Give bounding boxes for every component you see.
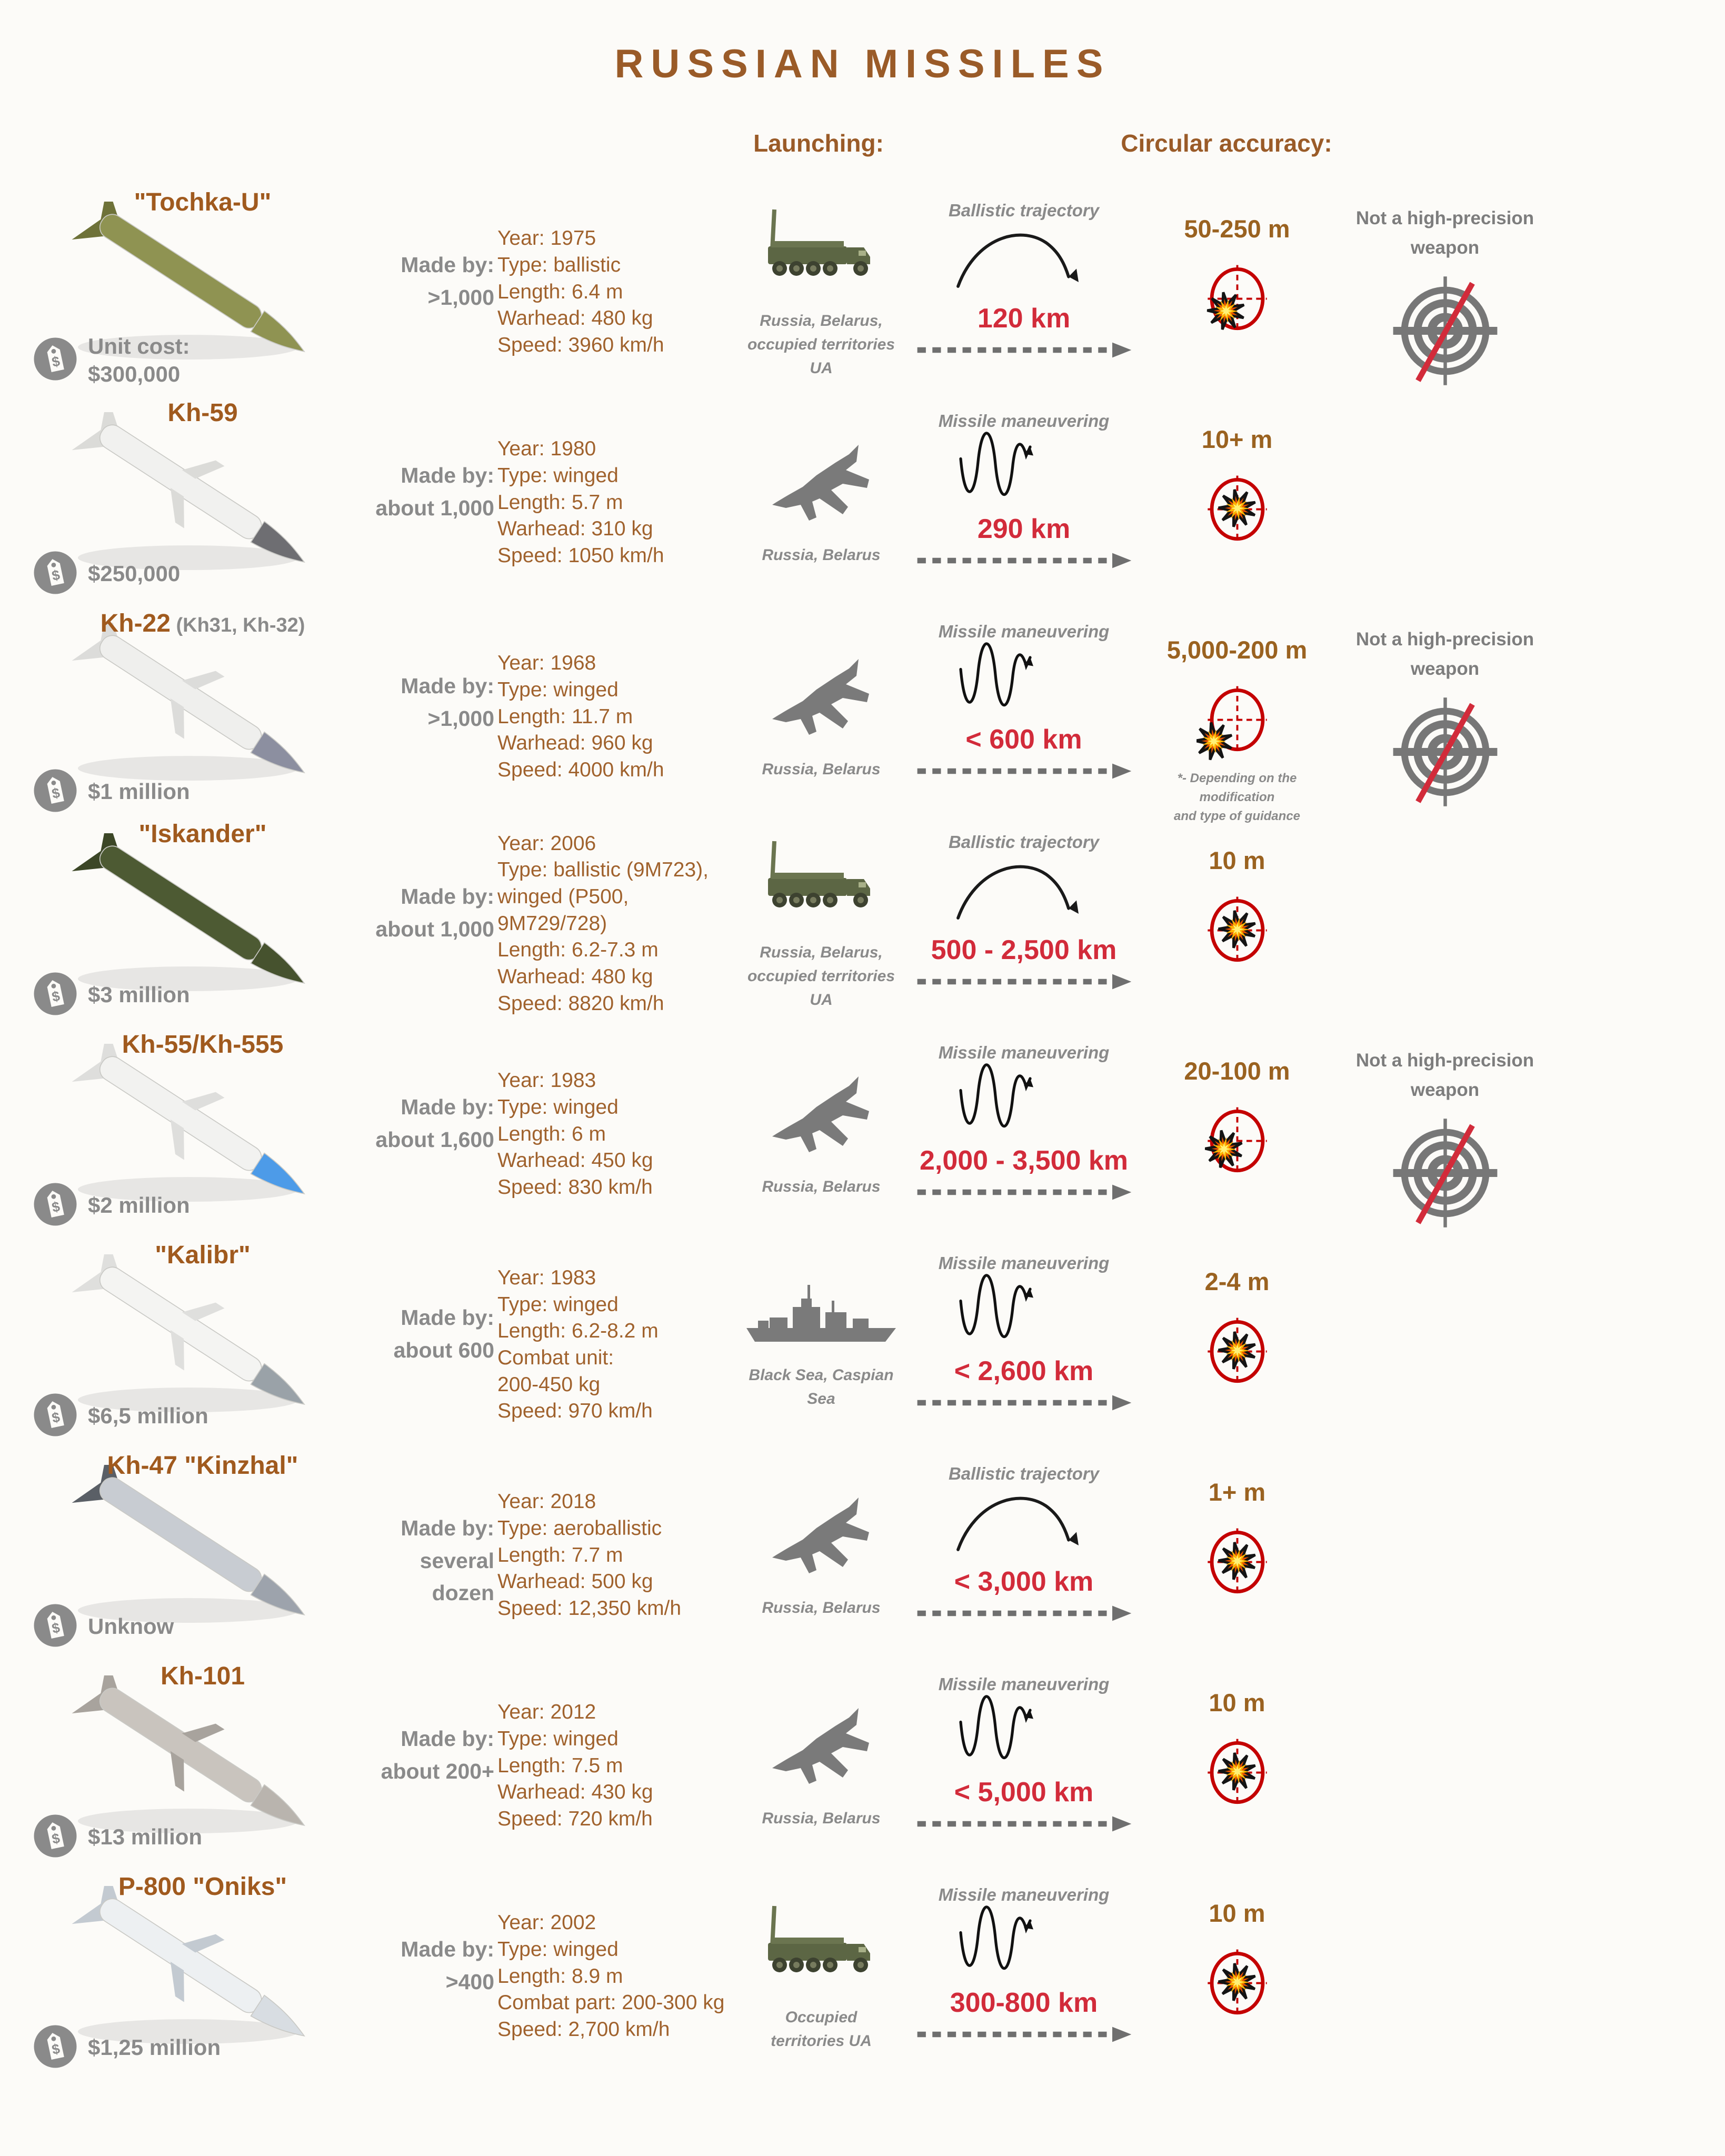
- unit-cost-value: $3 million: [88, 982, 190, 1007]
- launcher-jet-icon: [766, 1491, 876, 1589]
- launch-location-line: occupied territories UA: [747, 336, 895, 377]
- missile-name-text: Kh-22: [100, 610, 171, 637]
- trajectory-label: Missile maneuvering: [938, 1253, 1110, 1273]
- accuracy-cell: [1140, 1240, 1334, 1450]
- spec-line: Length: 8.9 m: [497, 1964, 623, 1988]
- launcher-cell: [734, 819, 908, 1029]
- launcher-jet-icon: [766, 1702, 876, 1799]
- trajectory-cell: [908, 187, 1140, 397]
- spec-line: Year: 1968: [497, 652, 596, 675]
- maneuvering-trajectory-icon: [953, 642, 1095, 721]
- specs-cell: [497, 187, 734, 397]
- price-tag-icon: [32, 1392, 78, 1441]
- precision-note-cell: [1334, 187, 1556, 397]
- missile-overview-cell: [29, 1240, 497, 1450]
- target-hit-icon: [1196, 1310, 1278, 1396]
- not-precise-line: weapon: [1410, 658, 1480, 679]
- made-by-block: [352, 1302, 494, 1366]
- spec-line: Combat unit:: [497, 1346, 614, 1369]
- missile-name: [34, 188, 371, 217]
- launch-location-line: occupied territories UA: [747, 967, 895, 1009]
- launcher-jet-icon: [766, 653, 876, 750]
- spec-line: Type: winged: [497, 1938, 619, 1961]
- trajectory-cell: [908, 819, 1140, 1029]
- range-arrow-icon: [913, 2024, 1134, 2048]
- missile-name-text: "Kalibr": [155, 1241, 251, 1269]
- launch-location: [762, 757, 880, 781]
- made-by-value: about 1,600: [375, 1127, 494, 1152]
- price-tag-icon: [32, 1813, 78, 1862]
- made-by-block: [352, 670, 494, 735]
- launch-location: [734, 1363, 908, 1411]
- price-tag-icon: [32, 767, 78, 816]
- made-by-value: about 1,000: [375, 916, 494, 941]
- missile-overview-cell: [29, 608, 497, 826]
- unit-cost-block: [32, 2023, 221, 2072]
- accuracy-header: Circular accuracy:: [1121, 129, 1332, 157]
- spec-line: Type: ballistic (9M723),: [497, 859, 709, 882]
- launch-location-line: Russia, Belarus,: [760, 312, 883, 330]
- missile-name: [34, 1662, 371, 1691]
- launch-location-line: Occupied: [785, 2008, 857, 2026]
- ballistic-trajectory-icon: [942, 1484, 1105, 1563]
- specs-cell: [497, 819, 734, 1029]
- launcher-truck-icon: [755, 204, 887, 302]
- launch-location-line: territories UA: [771, 2032, 872, 2050]
- spec-line: Type: aeroballistic: [497, 1516, 662, 1540]
- page-title: RUSSIAN MISSILES: [614, 42, 1111, 86]
- made-by-value: about 1,000: [375, 495, 494, 520]
- specs-cell: [497, 1240, 734, 1450]
- ballistic-trajectory-icon: [942, 221, 1105, 300]
- svg-text:$: $: [50, 987, 62, 1005]
- spec-line: Year: 2012: [497, 1701, 596, 1724]
- missile-name: [34, 1030, 371, 1059]
- accuracy-cell: [1140, 819, 1334, 1029]
- not-precise-line: weapon: [1410, 1080, 1480, 1100]
- spec-line: winged (P500,: [497, 885, 629, 908]
- specs-cell: [497, 1661, 734, 1871]
- spec-line: Length: 11.7 m: [497, 705, 633, 728]
- svg-text:$: $: [50, 2040, 62, 2058]
- made-by-label: Made by:: [401, 253, 494, 277]
- range-value: < 2,600 km: [954, 1356, 1094, 1386]
- missile-row: [29, 1871, 1725, 2082]
- launch-location: [762, 1175, 880, 1199]
- spec-line: Year: 2002: [497, 1911, 596, 1934]
- launch-location-line: Russia, Belarus: [762, 546, 881, 564]
- launcher-cell: [734, 1240, 908, 1450]
- made-by-label: Made by:: [401, 1516, 494, 1540]
- trajectory-cell: [908, 1450, 1140, 1661]
- missile-row: [29, 1240, 1725, 1450]
- unit-cost-block: [32, 550, 180, 598]
- svg-text:$: $: [50, 784, 62, 802]
- missile-name-text: "Iskander": [138, 820, 267, 848]
- target-hit-icon: [1196, 1941, 1278, 2028]
- missile-name-suffix: (Kh31, Kh-32): [170, 614, 305, 636]
- spec-line: Length: 6.2-7.3 m: [497, 939, 659, 962]
- spec-line: Warhead: 960 kg: [497, 732, 653, 755]
- trajectory-label: Missile maneuvering: [938, 411, 1110, 431]
- made-by-block: [352, 1512, 494, 1610]
- column-headers: [0, 87, 1725, 187]
- target-hit-icon: [1196, 889, 1278, 975]
- made-by-value: about 600: [393, 1337, 494, 1362]
- launcher-cell: [734, 1661, 908, 1871]
- made-by-block: [352, 881, 494, 945]
- unit-cost-block: [32, 1392, 208, 1441]
- spec-line: Year: 1983: [497, 1069, 596, 1092]
- accuracy-value: 10 m: [1209, 1689, 1265, 1716]
- spec-line: Warhead: 430 kg: [497, 1781, 653, 1804]
- precision-note-cell: [1334, 1240, 1556, 1450]
- spec-line: Speed: 2,700 km/h: [497, 2018, 670, 2041]
- accuracy-value: 2-4 m: [1204, 1267, 1270, 1295]
- made-by-label: Made by:: [401, 1726, 494, 1751]
- range-value: 500 - 2,500 km: [931, 935, 1117, 965]
- spec-line: Length: 6.2-8.2 m: [497, 1320, 659, 1343]
- accuracy-footnote: [1140, 769, 1334, 826]
- range-arrow-icon: [913, 1603, 1134, 1626]
- spec-line: Warhead: 310 kg: [497, 517, 653, 541]
- launch-location: [762, 1806, 880, 1830]
- launch-location-line: Russia, Belarus: [762, 1810, 881, 1827]
- svg-text:$: $: [50, 1830, 62, 1848]
- spec-line: Type: winged: [497, 464, 619, 487]
- specs-cell: [497, 1871, 734, 2082]
- price-tag-icon: [32, 336, 78, 385]
- missile-name: [34, 1241, 371, 1270]
- made-by-label: Made by:: [401, 674, 494, 698]
- spec-line: Year: 1975: [497, 227, 596, 250]
- launch-location-line: Russia, Belarus: [762, 1178, 881, 1195]
- precision-note-cell: [1334, 1871, 1556, 2082]
- missile-row: [29, 187, 1725, 397]
- target-hit-icon: [1196, 1520, 1278, 1607]
- maneuvering-trajectory-icon: [953, 1063, 1095, 1142]
- made-by-label: Made by:: [401, 884, 494, 909]
- spec-line: Speed: 720 km/h: [497, 1808, 653, 1831]
- made-by-block: [352, 1723, 494, 1788]
- range-value: < 5,000 km: [954, 1777, 1094, 1808]
- not-precise-label: [1356, 625, 1534, 684]
- trajectory-label: Missile maneuvering: [938, 1885, 1110, 1904]
- unit-cost-block: [32, 971, 190, 1020]
- missile-name-text: P-800 "Oniks": [118, 1873, 287, 1901]
- range-arrow-icon: [913, 761, 1134, 784]
- svg-text:$: $: [50, 353, 62, 371]
- price-tag-icon: [32, 2023, 78, 2072]
- made-by-label: Made by:: [401, 463, 494, 487]
- missile-row: [29, 1450, 1725, 1661]
- launch-location: [762, 543, 880, 567]
- accuracy-cell: [1140, 1661, 1334, 1871]
- not-precise-label: [1356, 204, 1534, 263]
- unit-cost-value: $1,25 million: [88, 2035, 221, 2060]
- range-arrow-icon: [913, 550, 1134, 574]
- spec-line: Speed: 970 km/h: [497, 1400, 653, 1423]
- spec-line: Speed: 830 km/h: [497, 1176, 653, 1199]
- trajectory-label: Missile maneuvering: [938, 1043, 1110, 1062]
- spec-line: Speed: 12,350 km/h: [497, 1597, 682, 1620]
- not-precise-line: Not a high-precision: [1355, 629, 1534, 650]
- specs-cell: [497, 1450, 734, 1661]
- missile-row: [29, 1661, 1725, 1871]
- trajectory-cell: [908, 1240, 1140, 1450]
- maneuvering-trajectory-icon: [953, 1273, 1095, 1352]
- spec-line: Type: ballistic: [497, 253, 621, 276]
- spec-line: Warhead: 480 kg: [497, 965, 653, 989]
- unit-cost-block: [32, 767, 190, 816]
- missile-overview-cell: [29, 819, 497, 1029]
- range-value: 290 km: [977, 514, 1071, 544]
- spec-line: Year: 2006: [497, 832, 596, 855]
- launch-location-line: Russia, Belarus: [762, 761, 881, 778]
- spec-line: Type: winged: [497, 1727, 619, 1750]
- maneuvering-trajectory-icon: [953, 431, 1095, 510]
- launcher-truck-icon: [755, 1901, 887, 1998]
- maneuvering-trajectory-icon: [953, 1694, 1095, 1773]
- missile-overview-cell: [29, 397, 497, 608]
- precision-note-cell: [1334, 1450, 1556, 1661]
- launcher-cell: [734, 1871, 908, 2082]
- svg-text:$: $: [50, 1198, 62, 1216]
- spec-line: 9M729/728): [497, 912, 607, 935]
- svg-text:$: $: [50, 1619, 62, 1637]
- missile-name-text: "Tochka-U": [134, 188, 272, 216]
- missile-row: [29, 1029, 1725, 1240]
- price-tag-icon: [32, 971, 78, 1020]
- target-hit-icon: [1196, 467, 1278, 554]
- spec-line: Type: winged: [497, 678, 619, 701]
- spec-line: 200-450 kg: [497, 1373, 601, 1396]
- missile-name-text: Kh-101: [160, 1662, 245, 1690]
- launcher-truck-icon: [755, 836, 887, 933]
- unit-cost-value: $13 million: [88, 1824, 203, 1850]
- spec-line: Length: 7.5 m: [497, 1754, 623, 1777]
- precision-note-cell: [1334, 1029, 1556, 1240]
- spec-line: Length: 6 m: [497, 1122, 606, 1145]
- accuracy-cell: [1140, 608, 1334, 826]
- launcher-cell: [734, 187, 908, 397]
- no-precision-target-icon: [1389, 695, 1502, 811]
- launch-location-line: Russia, Belarus: [762, 1599, 881, 1616]
- made-by-value: >1,000: [427, 706, 494, 731]
- missile-name: [34, 398, 371, 427]
- trajectory-label: Ballistic trajectory: [948, 1464, 1100, 1483]
- spec-line: Type: winged: [497, 1095, 619, 1119]
- trajectory-cell: [908, 1029, 1140, 1240]
- precision-note-cell: [1334, 819, 1556, 1029]
- price-tag-icon: [32, 1181, 78, 1230]
- spec-line: Type: winged: [497, 1293, 619, 1316]
- range-value: < 3,000 km: [954, 1566, 1094, 1597]
- missile-overview-cell: [29, 1450, 497, 1661]
- missile-overview-cell: [29, 1029, 497, 1240]
- missile-name: [34, 820, 371, 849]
- no-precision-target-icon: [1389, 274, 1502, 390]
- launcher-cell: [734, 397, 908, 608]
- accuracy-value: 10+ m: [1201, 425, 1273, 453]
- accuracy-value: 1+ m: [1208, 1478, 1266, 1506]
- accuracy-value: 20-100 m: [1184, 1057, 1290, 1085]
- target-hit-icon: [1196, 257, 1278, 344]
- not-precise-line: Not a high-precision: [1355, 208, 1534, 228]
- accuracy-cell: [1140, 1029, 1334, 1240]
- trajectory-label: Missile maneuvering: [938, 622, 1110, 641]
- range-arrow-icon: [913, 1182, 1134, 1205]
- missile-rows: [0, 187, 1725, 2082]
- trajectory-cell: [908, 608, 1140, 826]
- launcher-cell: [734, 1029, 908, 1240]
- launch-location: [734, 941, 908, 1012]
- trajectory-label: Ballistic trajectory: [948, 201, 1100, 220]
- missile-row: [29, 608, 1725, 823]
- unit-cost-block: [32, 333, 190, 388]
- missile-name: [34, 1451, 371, 1480]
- trajectory-cell: [908, 1871, 1140, 2082]
- not-precise-label: [1356, 1046, 1534, 1105]
- missile-row: [29, 819, 1725, 1029]
- launcher-cell: [734, 1450, 908, 1661]
- specs-cell: [497, 608, 734, 826]
- target-hit-icon: [1196, 1099, 1278, 1186]
- launcher-jet-icon: [766, 1070, 876, 1167]
- accuracy-value: 10 m: [1209, 1899, 1265, 1927]
- made-by-value: several dozen: [420, 1548, 494, 1605]
- range-arrow-icon: [913, 1813, 1134, 1837]
- made-by-label: Made by:: [401, 1095, 494, 1119]
- launch-location: [762, 1596, 880, 1620]
- spec-line: Speed: 4000 km/h: [497, 758, 664, 782]
- svg-text:$: $: [50, 1409, 62, 1426]
- missile-name: [34, 609, 371, 638]
- launch-location: [734, 309, 908, 380]
- precision-note-cell: [1334, 608, 1556, 826]
- spec-line: Length: 6.4 m: [497, 280, 623, 303]
- spec-line: Speed: 1050 km/h: [497, 544, 664, 567]
- not-precise-line: weapon: [1410, 237, 1480, 258]
- unit-cost-label: Unit cost:: [88, 334, 190, 358]
- footnote-line: and type of guidance: [1173, 809, 1301, 823]
- no-precision-target-icon: [1389, 1116, 1502, 1232]
- specs-cell: [497, 1029, 734, 1240]
- spec-line: Warhead: 480 kg: [497, 307, 653, 330]
- range-arrow-icon: [913, 340, 1134, 363]
- range-value: < 600 km: [965, 724, 1082, 755]
- spec-line: Warhead: 450 kg: [497, 1149, 653, 1172]
- accuracy-cell: [1140, 1871, 1334, 2082]
- precision-note-cell: [1334, 1661, 1556, 1871]
- missile-row: [29, 397, 1725, 608]
- made-by-block: [352, 460, 494, 524]
- unit-cost-value: $6,5 million: [88, 1403, 208, 1429]
- spec-line: Year: 2018: [497, 1490, 596, 1513]
- made-by-value: >1,000: [427, 285, 494, 310]
- not-precise-line: Not a high-precision: [1355, 1050, 1534, 1071]
- made-by-label: Made by:: [401, 1937, 494, 1961]
- accuracy-value: 50-250 m: [1184, 215, 1290, 243]
- svg-text:$: $: [50, 566, 62, 584]
- missile-name-text: Kh-47 "Kinzhal": [107, 1452, 298, 1480]
- ballistic-trajectory-icon: [942, 852, 1105, 931]
- launch-location-line: Russia, Belarus,: [760, 944, 883, 961]
- launching-header: Launching:: [753, 129, 884, 157]
- specs-cell: [497, 397, 734, 608]
- unit-cost-value: $250,000: [88, 561, 181, 586]
- unit-cost-value: $300,000: [88, 361, 181, 386]
- made-by-value: about 200+: [381, 1759, 494, 1783]
- missile-overview-cell: [29, 1871, 497, 2082]
- made-by-block: [352, 1091, 494, 1156]
- launcher-cell: [734, 608, 908, 826]
- spec-line: Length: 5.7 m: [497, 491, 623, 514]
- missile-overview-cell: [29, 1661, 497, 1871]
- precision-note-cell: [1334, 397, 1556, 608]
- launcher-jet-icon: [766, 438, 876, 536]
- trajectory-cell: [908, 397, 1140, 608]
- target-hit-icon: [1196, 1731, 1278, 1818]
- unit-cost-block: [32, 1602, 174, 1651]
- price-tag-icon: [32, 1602, 78, 1651]
- unit-cost-value: $2 million: [88, 1193, 190, 1218]
- spec-line: Year: 1980: [497, 437, 596, 461]
- accuracy-cell: [1140, 187, 1334, 397]
- spec-line: Speed: 8820 km/h: [497, 992, 664, 1015]
- made-by-label: Made by:: [401, 1305, 494, 1330]
- unit-cost-block: [32, 1813, 202, 1862]
- missile-overview-cell: [29, 187, 497, 397]
- trajectory-label: Missile maneuvering: [938, 1674, 1110, 1694]
- spec-line: Combat part: 200-300 kg: [497, 1991, 725, 2014]
- footnote-line: *- Depending on the modification: [1177, 771, 1297, 804]
- made-by-block: [352, 1933, 494, 1998]
- maneuvering-trajectory-icon: [953, 1905, 1095, 1984]
- launch-location: [771, 2005, 872, 2053]
- target-hit-icon: [1196, 678, 1278, 765]
- missile-name: [34, 1872, 371, 1901]
- launcher-ship-icon: [742, 1280, 900, 1356]
- range-value: 120 km: [977, 303, 1071, 334]
- accuracy-cell: [1140, 397, 1334, 608]
- made-by-block: [352, 249, 494, 314]
- trajectory-label: Ballistic trajectory: [948, 832, 1100, 852]
- unit-cost-block: [32, 1181, 190, 1230]
- trajectory-cell: [908, 1661, 1140, 1871]
- missile-name-text: Kh-59: [167, 399, 238, 427]
- unit-cost-value: $1 million: [88, 779, 190, 804]
- spec-line: Speed: 3960 km/h: [497, 334, 664, 357]
- price-tag-icon: [32, 550, 78, 598]
- unit-cost-value: Unknow: [88, 1614, 174, 1639]
- range-arrow-icon: [913, 971, 1134, 995]
- spec-line: Warhead: 500 kg: [497, 1570, 653, 1593]
- spec-line: Year: 1983: [497, 1266, 596, 1289]
- spec-line: Length: 7.7 m: [497, 1543, 623, 1566]
- range-value: 300-800 km: [950, 1988, 1098, 2018]
- range-value: 2,000 - 3,500 km: [919, 1145, 1129, 1176]
- launch-location-line: Black Sea, Caspian Sea: [749, 1366, 894, 1408]
- made-by-value: >400: [445, 1969, 494, 1994]
- missile-name-text: Kh-55/Kh-555: [122, 1031, 284, 1059]
- accuracy-value: 5,000-200 m: [1166, 636, 1308, 664]
- accuracy-value: 10 m: [1209, 846, 1265, 874]
- accuracy-cell: [1140, 1450, 1334, 1661]
- range-arrow-icon: [913, 1392, 1134, 1416]
